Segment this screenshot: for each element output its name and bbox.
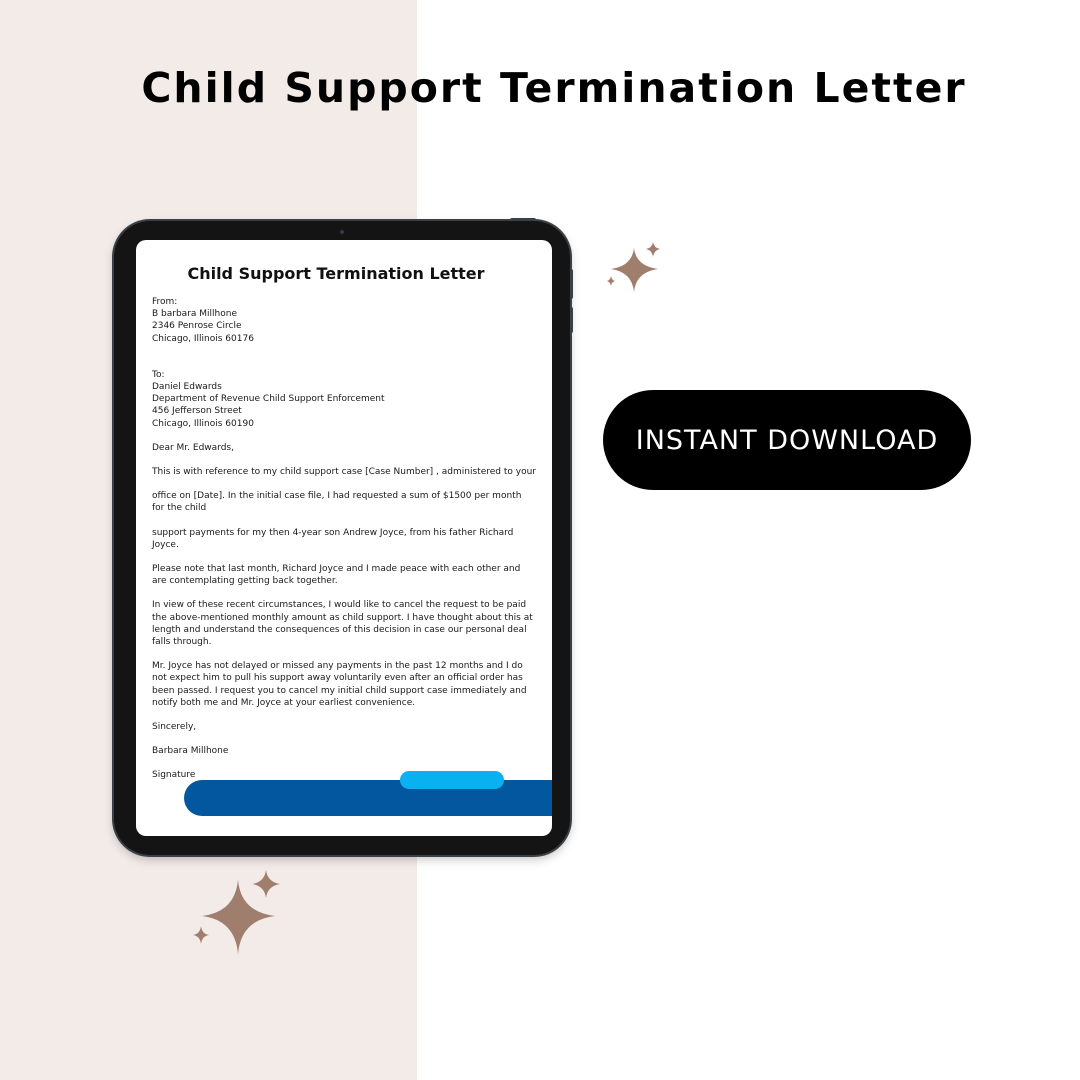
- power-button: [510, 218, 536, 221]
- letter-salutation: Dear Mr. Edwards,: [152, 442, 234, 453]
- letter-title: Child Support Termination Letter: [187, 264, 485, 283]
- letter-closing: Sincerely,: [152, 722, 197, 733]
- footer-pill: [400, 771, 504, 789]
- sparkle-icon: [603, 240, 665, 296]
- camera-dot: [340, 230, 344, 234]
- letter-from-block: From: B barbara Millhone 2346 Penrose Circle Chicago, Illinois 60176: [152, 297, 254, 344]
- tablet-screen: [136, 240, 552, 836]
- letter-paragraph: In view of these recent circumstances, I would like to cancel the request to be paid the above-mentioned monthly amount as child support. I have thought about this at length and understand the consequences of this decision in case our personal deal falls through.: [152, 600, 533, 648]
- tablet-mockup: [114, 221, 570, 855]
- volume-button: [570, 307, 573, 333]
- letter-to-block: To: Daniel Edwards Department of Revenue Child Support Enforcement 456 Jefferson Street Chicago, Illinois 60190: [152, 369, 385, 429]
- letter-paragraph: Please note that last month, Richard Joyce and I made peace with each other and are contemplating getting back together.: [152, 564, 521, 587]
- letter-paragraph: support payments for my then 4-year son Andrew Joyce, from his father Richard Joyce.: [152, 527, 514, 550]
- letter-sender-name: Barbara Millhone: [152, 746, 229, 757]
- volume-button: [570, 269, 573, 299]
- letter-paragraph: This is with reference to my child support case [Case Number] , administered to your: [152, 467, 536, 478]
- letter-paragraph: office on [Date]. In the initial case file, I had requested a sum of $1500 per month for the child: [152, 491, 522, 514]
- sparkle-icon: [190, 868, 286, 960]
- instant-download-button[interactable]: INSTANT DOWNLOAD: [603, 390, 971, 490]
- letter-paragraph: Mr. Joyce has not delayed or missed any payments in the past 12 months and I do not expect him to pull his support away voluntarily even after an official order has been passed. I request you to cancel my initial child support case immediately and notify both me and Mr. Joyce at your earliest convenience.: [152, 661, 527, 708]
- letter-body: [152, 296, 536, 782]
- page-title: Child Support Termination Letter: [141, 64, 967, 112]
- letter-signature: Signature: [152, 770, 196, 781]
